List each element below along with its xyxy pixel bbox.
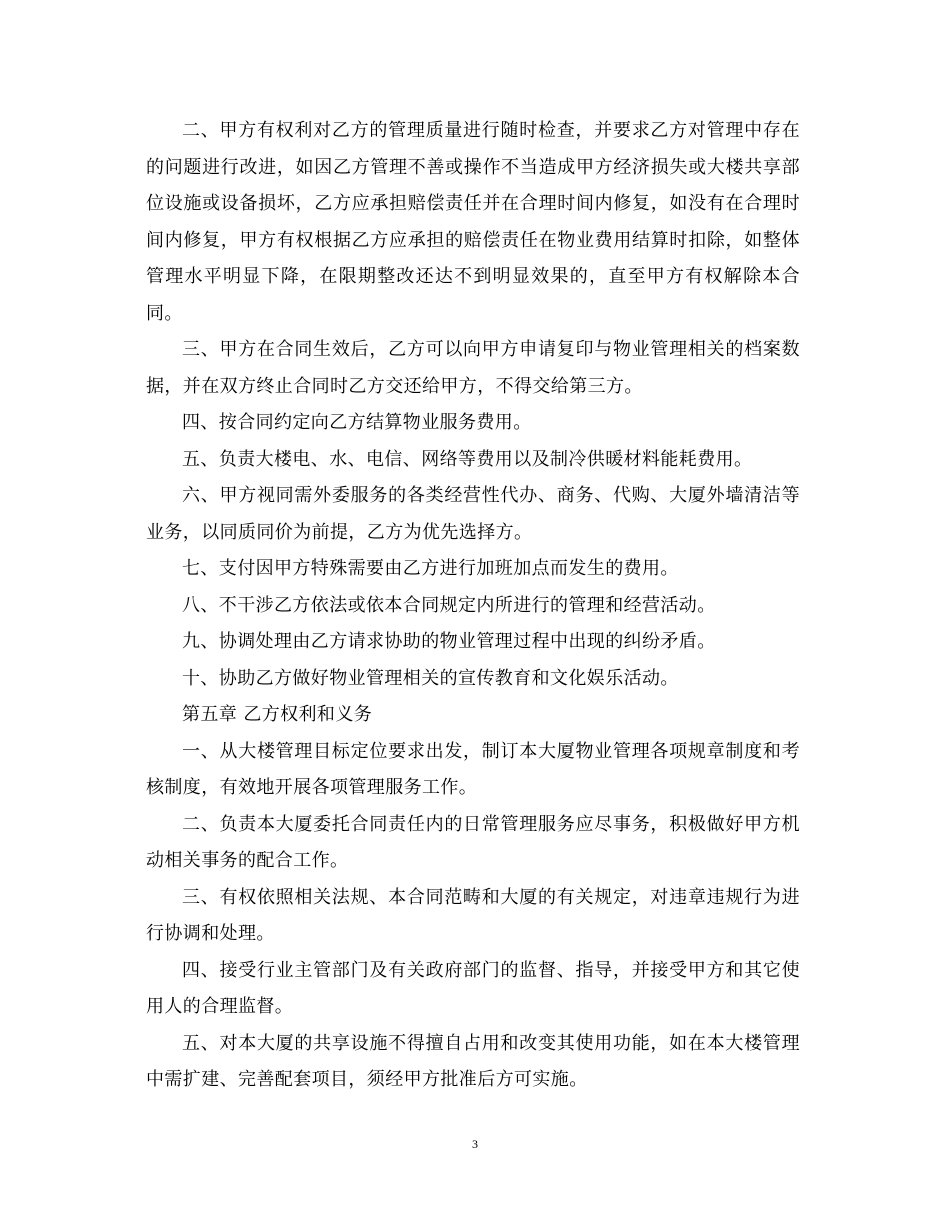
paragraph-ch5-clause-1: 一、从大楼管理目标定位要求出发，制订本大厦物业管理各项规章制度和考核制度，有效地开展各项管理服务工作。: [146, 740, 800, 798]
paragraph-clause-2: 二、甲方有权利对乙方的管理质量进行随时检查，并要求乙方对管理中存在的问题进行改进，如因乙方管理不善或操作不当造成甲方经济损失或大楼共享部位设施或设备损坏，乙方应承担赔偿责任并在合理时间内修复，如没有在合理时间内修复，甲方有权根据乙方应承担的赔偿责任在物业费用结算时扣除，如整体管理水平明显下降，在限期整改还达不到明显效果的，直至甲方有权解除本合同。: [146, 120, 800, 324]
document-body: [146, 113, 800, 1099]
paragraph-clause-10: 十、协助乙方做好物业管理相关的宣传教育和文化娱乐活动。: [182, 667, 679, 689]
paragraph-ch5-clause-2: 二、负责本大厦委托合同责任内的日常管理服务应尽事务，积极做好甲方机动相关事务的配合工作。: [146, 813, 800, 871]
paragraph-clause-3: 三、甲方在合同生效后，乙方可以向甲方申请复印与物业管理相关的档案数据，并在双方终止合同时乙方交还给甲方，不得交给第三方。: [146, 339, 800, 397]
page-number: 3: [472, 1137, 478, 1151]
paragraph-clause-9: 九、协调处理由乙方请求协助的物业管理过程中出现的纠纷矛盾。: [182, 631, 716, 652]
paragraph-ch5-clause-3: 三、有权依照相关法规、本合同范畴和大厦的有关规定，对违章违规行为进行协调和处理。: [146, 886, 800, 944]
paragraph-clause-6: 六、甲方视同需外委服务的各类经营性代办、商务、代购、大厦外墙清洁等业务，以同质同价为前提，乙方为优先选择方。: [146, 485, 800, 543]
chapter-heading: 第五章 乙方权利和义务: [182, 704, 373, 725]
paragraph-clause-8: 八、不干涉乙方依法或依本合同规定内所进行的管理和经营活动。: [182, 594, 716, 616]
paragraph-ch5-clause-5: 五、对本大厦的共享设施不得擅自占用和改变其使用功能，如在本大楼管理中需扩建、完善配套项目，须经甲方批准后方可实施。: [146, 1032, 800, 1090]
paragraph-ch5-clause-4: 四、接受行业主管部门及有关政府部门的监督、指导，并接受甲方和其它使用人的合理监督。: [146, 959, 800, 1017]
paragraph-clause-4: 四、按合同约定向乙方结算物业服务费用。: [182, 412, 532, 433]
paragraph-clause-7: 七、支付因甲方特殊需要由乙方进行加班加点而发生的费用。: [182, 558, 679, 579]
paragraph-clause-5: 五、负责大楼电、水、电信、网络等费用以及制冷供暖材料能耗费用。: [182, 448, 753, 470]
